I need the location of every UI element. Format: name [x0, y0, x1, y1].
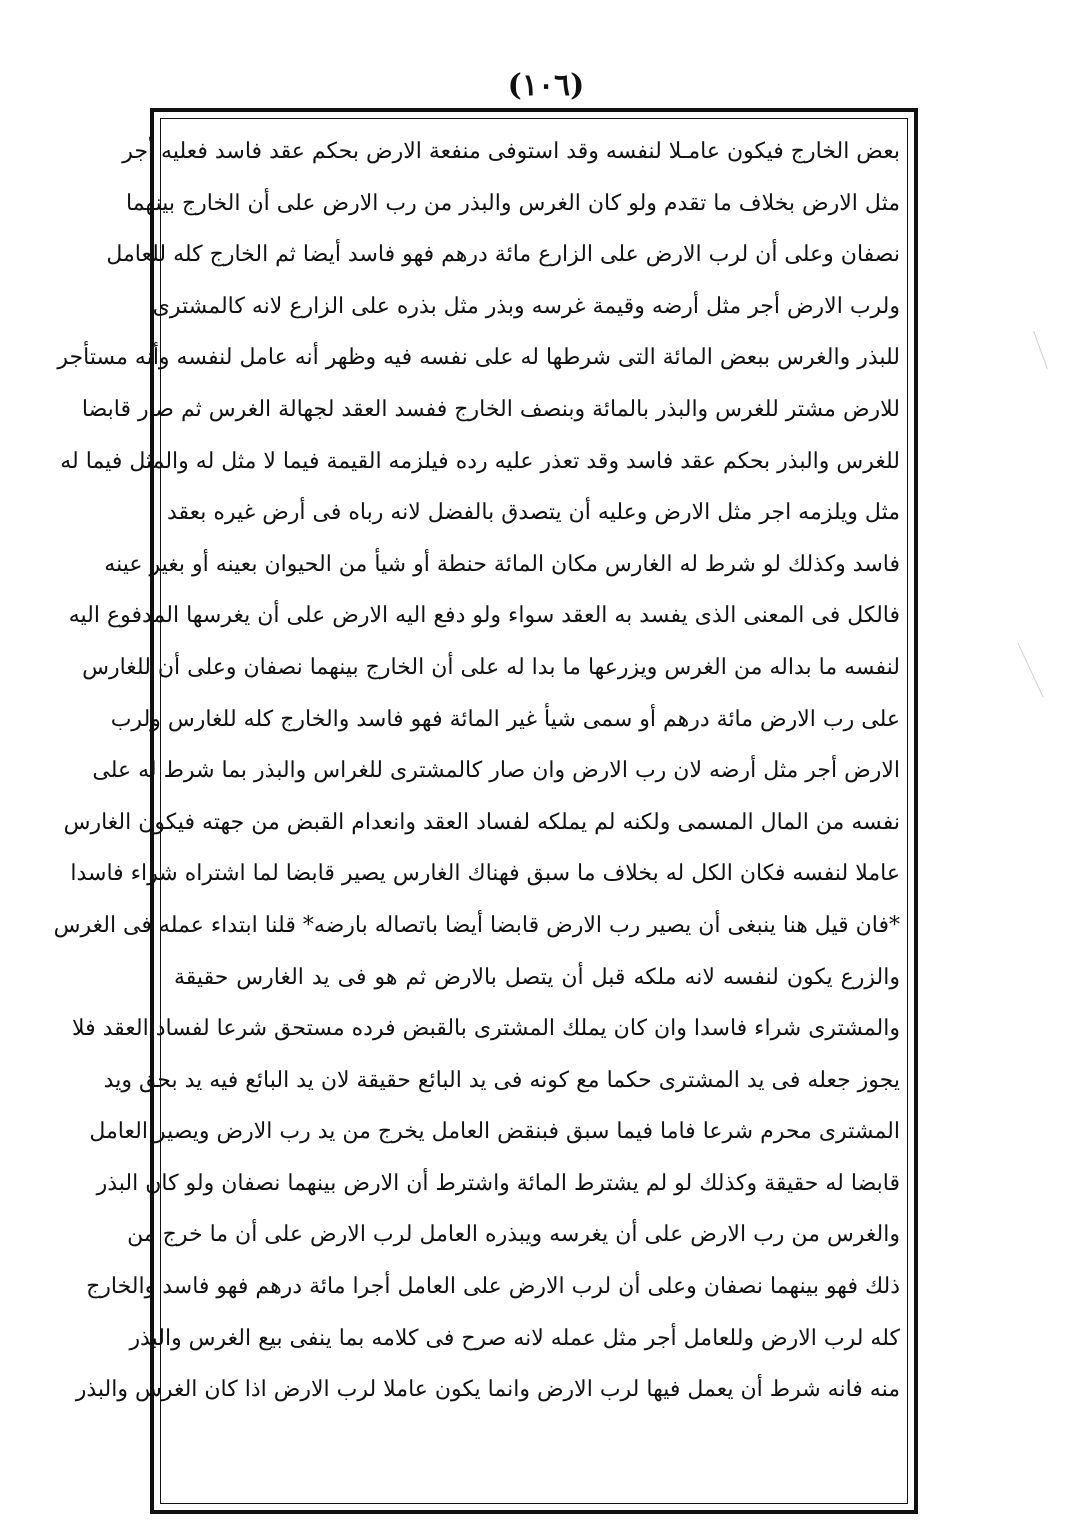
page-number: (١٠٦) [507, 68, 585, 103]
text-line: ولرب الارض أجر مثل أرضه وقيمة غرسه وبذر مثل بذره على الزارع لانه كالمشترى [152, 293, 900, 319]
text-line: يجوز جعله فى يد المشترى حكما مع كونه فى يد البائع حقيقة لان يد البائع فيه يد بحق ويد [103, 1067, 900, 1093]
scan-edge-mark [1033, 331, 1048, 369]
text-line: قابضا له حقيقة وكذلك لو لم يشترط المائة واشترط أن الارض بينهما نصفان ولو كان البذر [96, 1170, 900, 1196]
text-line: للبذر والغرس ببعض المائة التى شرطها له على نفسه فيه وظهر أنه عامل لنفسه وأنه مستأجر [57, 345, 900, 371]
scan-edge-mark [1017, 643, 1043, 698]
text-line: فالكل فى المعنى الذى يفسد به العقد سواء ولو دفع اليه الارض على أن يغرسها المدفوع اليه [68, 603, 900, 629]
text-line: والغرس من رب الارض على أن يغرسه ويبذره العامل لرب الارض على أن ما خرج من [127, 1222, 900, 1248]
text-line: *فان قيل هنا ينبغى أن يصير رب الارض قابضا أيضا باتصاله بارضه* قلنا ابتداء عمله فى الغرس [53, 912, 900, 938]
text-line: بعض الخارج فيكون عامـلا لنفسه وقد استوفى منفعة الارض بحكم عقد فاسد فعليه أجر [122, 139, 900, 164]
page-frame [53, 108, 918, 1514]
text-line: منه فانه شرط أن يعمل فيها لرب الارض وانما يكون عاملا لرب الارض اذا كان الغرس والبذر [75, 1377, 900, 1403]
text-line: نفسه من المال المسمى ولكنه لم يملكه لفساد العقد وانعدام القبض من جهته فيكون الغارس [63, 809, 900, 835]
body-text [53, 126, 901, 1416]
text-line: على رب الارض مائة درهم أو سمى شيأ غير المائة فهو فاسد والخارج كله للغارس ولرب [110, 706, 900, 732]
text-line: المشترى محرم شرعا فاما فيما سبق فبنقض العامل يخرج من يد رب الارض ويصير العامل [89, 1119, 900, 1145]
text-line: عاملا لنفسه فكان الكل له بخلاف ما سبق فهناك الغارس يصير قابضا لما اشتراه شراء فاسدا [70, 861, 900, 887]
text-line: والزرع يكون لنفسه لانه ملكه قبل أن يتصل بالارض ثم هو فى يد الغارس حقيقة [174, 964, 901, 990]
text-line: للارض مشتر للغرس والبذر بالمائة وبنصف الخارج ففسد العقد لجهالة الغرس ثم صار قابضا [81, 396, 900, 422]
text-line: مثل الارض بخلاف ما تقدم ولو كان الغرس والبذر من رب الارض على أن الخارج بينهما [126, 190, 900, 216]
text-line: كله لرب الارض وللعامل أجر مثل عمله لانه صرح فى كلامه بما ينفى بيع الغرس والبذر [129, 1325, 900, 1351]
text-line: الارض أجر مثل أرضه لان رب الارض وان صار كالمشترى للغراس والبذر بما شرط له على [92, 758, 900, 784]
text-line: فاسد وكذلك لو شرط له الغارس مكان المائة حنطة أو شيأ من الحيوان بعينه أو بغير عينه [104, 551, 900, 577]
text-line: والمشترى شراء فاسدا وان كان يملك المشترى بالقبض فرده مستحق شرعا لفساد العقد فلا [71, 1016, 900, 1042]
text-line: ذلك فهو بينهما نصفان وعلى أن لرب الارض على العامل أجرا مائة درهم فهو فاسد والخارج [86, 1274, 900, 1300]
text-line: لنفسه ما بداله من الغرس ويزرعها ما بدا له على أن الخارج بينهما نصفان وعلى أن للغارس [82, 654, 900, 680]
text-line: للغرس والبذر بحكم عقد فاسد وقد تعذر عليه رده فيلزمه القيمة فيما لا مثل له والمثل فيما له [60, 448, 900, 474]
text-line: نصفان وعلى أن لرب الارض على الزارع مائة درهم فهو فاسد أيضا ثم الخارج كله للعامل [106, 242, 900, 268]
text-line: مثل ويلزمه اجر مثل الارض وعليه أن يتصدق بالفضل لانه رباه فى أرض غيره بعقد [167, 500, 900, 526]
